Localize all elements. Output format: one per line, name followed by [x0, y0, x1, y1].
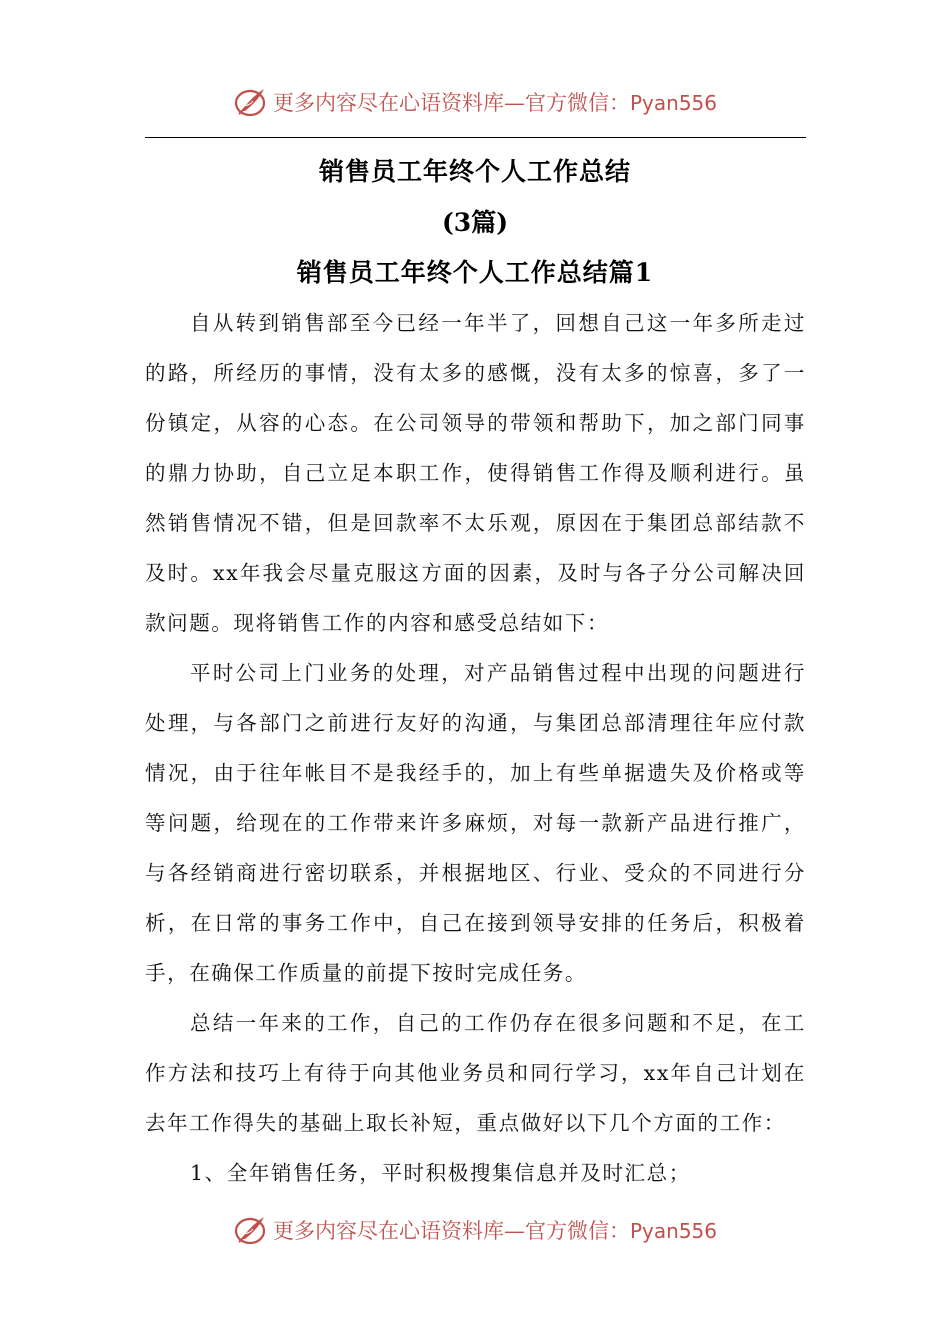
paragraph: 平时公司上门业务的处理，对产品销售过程中出现的问题进行处理，与各部门之前进行友好的沟通，与集团总部清理往年应付款情况，由于往年帐目不是我经手的，加上有些单据遗失及价格或等等问题，给现在的工作带来许多麻烦，对每一款新产品进行推广，与各经销商进行密切联系，并根据地区、行业、受众的不同进行分析，在日常的事务工作中，自己在接到领导安排的任务后，积极着手，在确保工作质量的前提下按时完成任务。	[145, 661, 806, 985]
paragraph: 总结一年来的工作，自己的工作仍存在很多问题和不足，在工作方法和技巧上有待于向其他业务员和同行学习，xx年自己计划在去年工作得失的基础上取长补短，重点做好以下几个方面的工作：	[145, 1011, 806, 1135]
banner-wechat-account: Pyan556	[629, 91, 717, 115]
header-banner	[0, 80, 950, 124]
document-body	[145, 298, 806, 1198]
feather-pen-logo-icon	[233, 84, 269, 120]
document-title: 销售员工年终个人工作总结	[318, 157, 631, 186]
paragraph: 1、全年销售任务，平时积极搜集信息并及时汇总；	[190, 1161, 691, 1185]
banner-wechat-account: Pyan556	[629, 1219, 717, 1243]
banner-text	[273, 1215, 717, 1245]
feather-pen-logo-icon	[233, 1212, 269, 1248]
document-subtitle: (3篇)	[441, 208, 509, 237]
banner-slogan: 更多内容尽在心语资料库—官方微信：	[272, 1219, 630, 1243]
header-rule	[145, 137, 806, 138]
banner-slogan: 更多内容尽在心语资料库—官方微信：	[272, 91, 630, 115]
paragraph: 自从转到销售部至今已经一年半了，回想自己这一年多所走过的路，所经历的事情，没有太多的感慨，没有太多的惊喜，多了一份镇定，从容的心态。在公司领导的带领和帮助下，加之部门同事的鼎力协助，自己立足本职工作，使得销售工作得及顺利进行。虽然销售情况不错，但是回款率不太乐观，原因在于集团总部结款不及时。xx年我会尽量克服这方面的因素，及时与各子分公司解决回款问题。现将销售工作的内容和感受总结如下：	[145, 311, 806, 635]
section-heading: 销售员工年终个人工作总结篇1	[296, 258, 654, 287]
banner-text	[273, 87, 717, 117]
footer-banner	[0, 1208, 950, 1252]
